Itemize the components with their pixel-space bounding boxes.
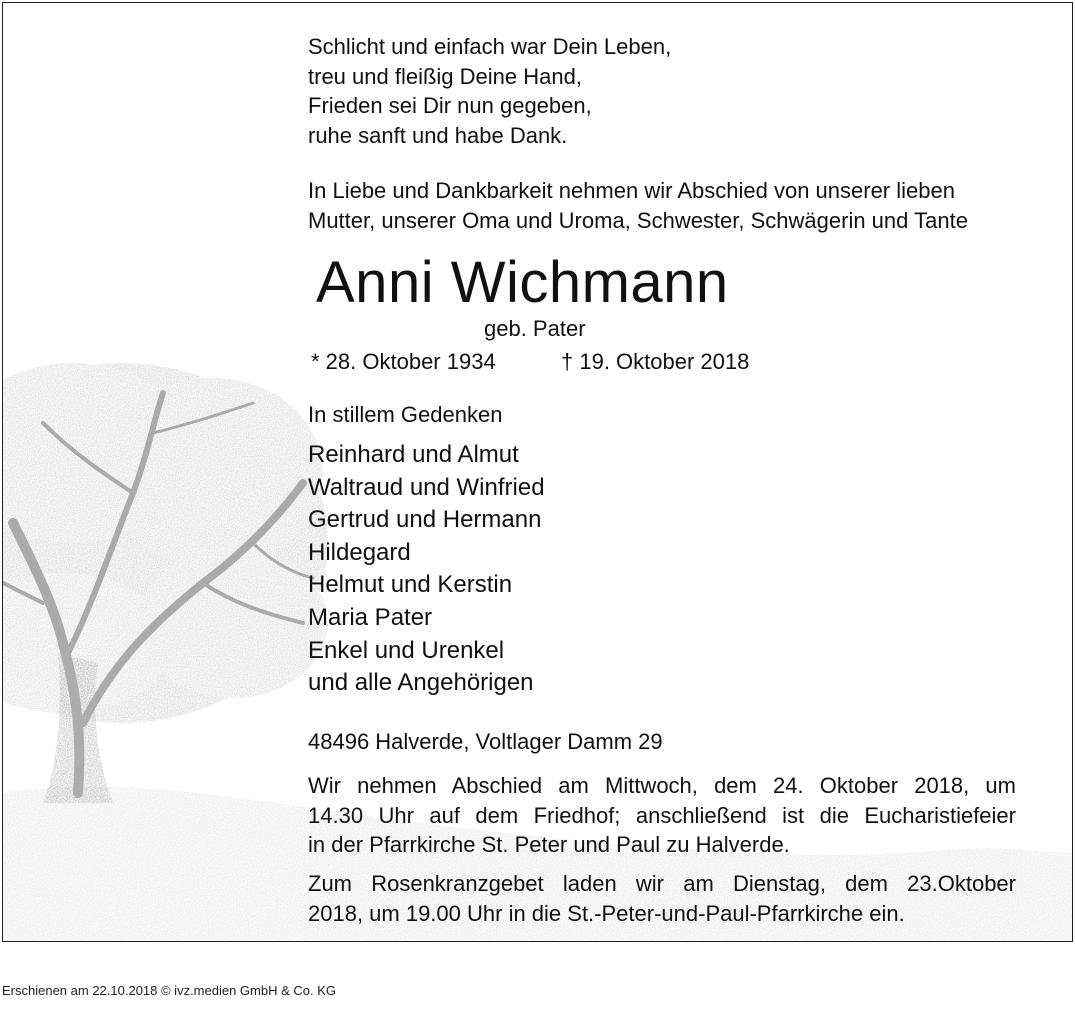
intro-line: Mutter, unserer Oma und Uroma, Schwester, Schwägerin und Tante [308, 207, 968, 233]
funeral-line: in der Pfarrkirche St. Peter und Paul zu Halverde. [308, 832, 790, 857]
maiden-name: geb. Pater [484, 316, 586, 341]
canopy [3, 363, 328, 723]
funeral-info [308, 771, 1016, 860]
mourner: Maria Pater [308, 603, 433, 631]
poem-line: Schlicht und einfach war Dein Leben, [308, 34, 672, 59]
rosary-info [308, 869, 1016, 928]
mourners-list [308, 439, 545, 700]
funeral-line: 14.30 Uhr auf dem Friedhof; anschließend ist die Eucharistiefeier [308, 802, 1016, 828]
publication-footer: Erschienen am 22.10.2018 © ivz.medien GmbH & Co. KG [2, 983, 337, 998]
poem-line: ruhe sanft und habe Dank. [308, 122, 568, 148]
memorial-heading: In stillem Gedenken [308, 402, 503, 427]
mourner: Helmut und Kerstin [308, 571, 513, 599]
intro-line: In Liebe und Dankbarkeit nehmen wir Abschied von unserer lieben [308, 178, 955, 203]
mourner: Gertrud und Hermann [308, 506, 542, 534]
rosary-line: Zum Rosenkranzgebet laden wir am Dienstag, dem 23.Oktober [308, 871, 1016, 896]
funeral-line: Wir nehmen Abschied am Mittwoch, dem 24. Oktober 2018, um [308, 773, 1016, 798]
birth-date: * 28. Oktober 1934 [311, 349, 496, 374]
rosary-line: 2018, um 19.00 Uhr in die St.-Peter-und-Paul-Pfarrkirche ein. [308, 900, 905, 926]
deceased-name: Anni Wichmann [316, 250, 729, 315]
mourner: Enkel und Urenkel [308, 636, 505, 664]
mourner: Reinhard und Almut [308, 441, 519, 468]
poem [308, 32, 671, 150]
address: 48496 Halverde, Voltlager Damm 29 [308, 729, 663, 754]
mourner: Hildegard [308, 538, 411, 566]
obituary-notice [2, 2, 1073, 942]
poem-line: Frieden sei Dir nun gegeben, [308, 93, 592, 118]
poem-line: treu und fleißig Deine Hand, [308, 63, 582, 89]
mourner: Waltraud und Winfried [308, 473, 545, 501]
intro-text [308, 176, 968, 235]
death-date: † 19. Oktober 2018 [561, 349, 750, 374]
mourner: und alle Angehörigen [308, 669, 534, 697]
